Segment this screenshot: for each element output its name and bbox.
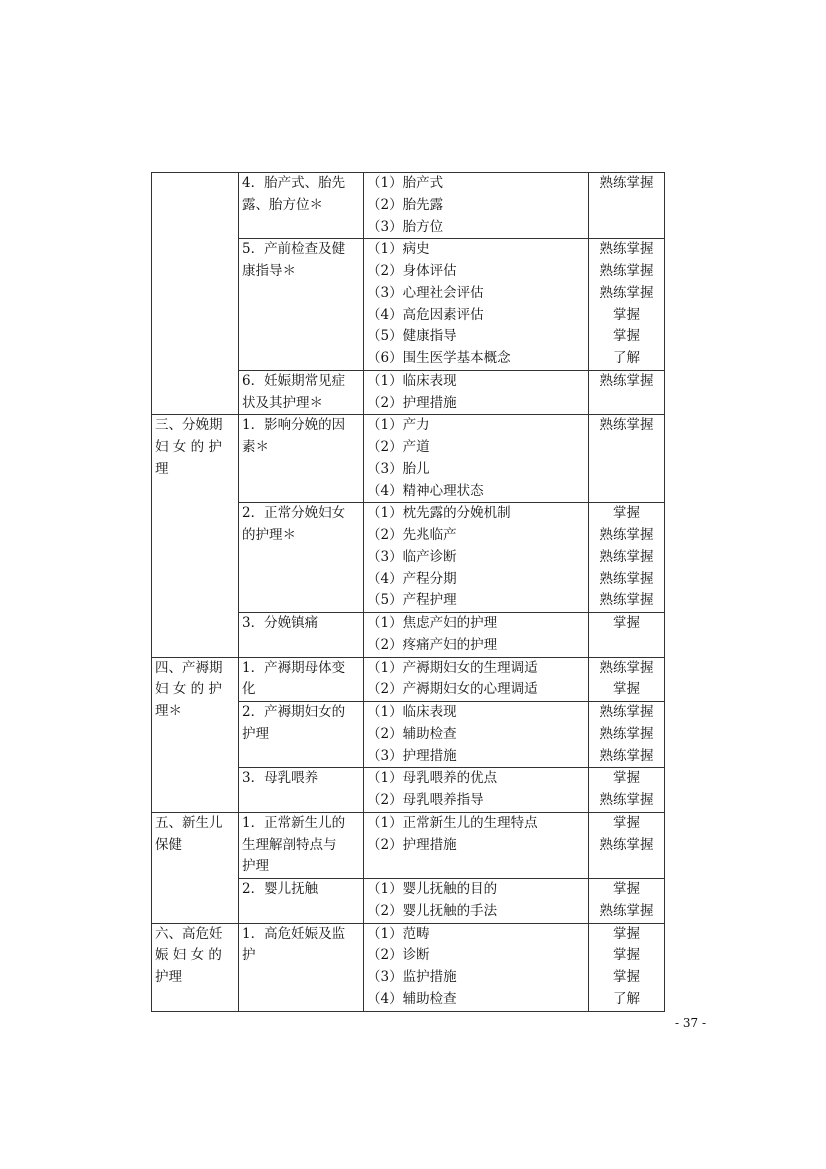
requirement-level: 熟练掌握 (599, 792, 654, 808)
topic-cell (239, 173, 364, 239)
topic-cell (239, 239, 364, 371)
requirement-cell (589, 173, 665, 239)
topic-line: 3．母乳喂养 (242, 770, 319, 787)
topic-line: 化 (242, 681, 256, 698)
unit-line: 三、分娩期 (155, 417, 223, 434)
table-row (152, 812, 665, 878)
unit-line: 理＊ (155, 703, 182, 719)
unit-cell (152, 415, 239, 657)
content-item: （4）精神心理状态 (367, 482, 484, 499)
content-cell (364, 812, 589, 878)
content-item: （3）心理社会评估 (367, 284, 484, 301)
requirement-level: 熟练掌握 (599, 263, 654, 279)
syllabus-table (151, 172, 665, 1012)
content-cell (364, 503, 589, 613)
content-item: （1）胎产式 (367, 175, 444, 191)
content-item: （1）临床表现 (367, 704, 457, 720)
requirement-level: 掌握 (613, 770, 640, 787)
requirement-level: 熟练掌握 (599, 725, 654, 742)
requirement-level: 掌握 (613, 306, 640, 323)
unit-line: 五、新生儿 (155, 814, 223, 831)
requirement-cell (589, 768, 665, 813)
content-item: （2）产褥期妇女的心理调适 (367, 681, 538, 698)
requirement-level: 掌握 (613, 814, 640, 831)
content-item: （1）母乳喂养的优点 (367, 770, 498, 787)
content-cell (364, 239, 589, 371)
content-item: （5）健康指导 (367, 328, 457, 345)
requirement-cell (589, 370, 665, 415)
requirement-level: 掌握 (613, 925, 640, 942)
unit-line: 妇 女 的 护 (155, 439, 222, 455)
content-item: （2）产道 (367, 439, 430, 455)
requirement-cell (589, 812, 665, 878)
topic-cell (239, 879, 364, 924)
content-cell (364, 768, 589, 813)
content-item: （2）婴儿抚触的手法 (367, 902, 498, 919)
requirement-level: 熟练掌握 (599, 747, 654, 764)
topic-cell (239, 613, 364, 658)
topic-line: 康指导＊ (242, 263, 296, 279)
requirement-level: 熟练掌握 (599, 527, 654, 543)
requirement-level: 熟练掌握 (599, 241, 654, 258)
unit-line: 娠 妇 女 的 (155, 947, 222, 964)
topic-line: 1．影响分娩的因 (242, 417, 346, 434)
unit-cell (152, 657, 239, 812)
topic-line: 的护理＊ (242, 527, 296, 543)
content-item: （2）诊断 (367, 947, 430, 964)
content-item: （2）胎先露 (367, 196, 444, 213)
topic-cell (239, 657, 364, 702)
topic-line: 护理 (242, 858, 269, 875)
content-item: （2）护理措施 (367, 394, 457, 411)
content-item: （3）胎儿 (367, 460, 430, 477)
unit-cell (152, 812, 239, 923)
unit-cell (152, 923, 239, 1011)
topic-line: 生理解剖特点与 (242, 836, 337, 853)
topic-cell (239, 415, 364, 503)
requirement-level: 熟练掌握 (599, 902, 654, 919)
topic-line: 1．高危妊娠及监 (242, 925, 346, 942)
topic-line: 5．产前检查及健 (242, 241, 346, 258)
content-cell (364, 613, 589, 658)
content-item: （1）焦虑产妇的护理 (367, 615, 498, 631)
content-cell (364, 657, 589, 702)
topic-line: 4．胎产式、胎先 (242, 175, 346, 191)
topic-line: 护 (242, 947, 256, 964)
table-row (152, 415, 665, 503)
requirement-level: 熟练掌握 (599, 659, 654, 676)
unit-line: 护理 (155, 969, 182, 985)
topic-cell (239, 702, 364, 768)
unit-line: 四、产褥期 (155, 659, 223, 676)
requirement-level: 熟练掌握 (599, 704, 654, 720)
content-item: （2）母乳喂养指导 (367, 792, 484, 808)
requirement-level: 熟练掌握 (599, 284, 654, 301)
requirement-cell (589, 657, 665, 702)
topic-line: 素＊ (242, 439, 269, 455)
content-item: （4）产程分期 (367, 570, 457, 587)
content-item: （2）辅助检查 (367, 725, 457, 742)
content-cell (364, 173, 589, 239)
topic-line: 1．产褥期母体变 (242, 659, 346, 676)
content-item: （2）护理措施 (367, 836, 457, 853)
requirement-cell (589, 503, 665, 613)
unit-line: 保健 (155, 836, 182, 853)
content-cell (364, 879, 589, 924)
requirement-level: 熟练掌握 (599, 570, 654, 587)
requirement-level: 熟练掌握 (599, 548, 654, 565)
requirement-cell (589, 702, 665, 768)
content-cell (364, 415, 589, 503)
requirement-level: 熟练掌握 (599, 175, 654, 191)
content-item: （1）病史 (367, 241, 430, 258)
requirement-level: 熟练掌握 (599, 417, 654, 434)
unit-line: 理 (155, 460, 169, 477)
content-item: （3）监护措施 (367, 969, 457, 985)
content-item: （1）临床表现 (367, 372, 457, 389)
requirement-level: 了解 (613, 350, 640, 366)
content-cell (364, 370, 589, 415)
topic-cell (239, 768, 364, 813)
topic-line: 6．妊娠期常见症 (242, 372, 346, 389)
topic-line: 1．正常新生儿的 (242, 814, 346, 831)
unit-line: 六、高危妊 (155, 925, 223, 942)
requirement-level: 熟练掌握 (599, 592, 654, 609)
content-item: （3）胎方位 (367, 218, 444, 235)
unit-line: 妇 女 的 护 (155, 681, 222, 698)
requirement-level: 掌握 (613, 681, 640, 698)
requirement-level: 掌握 (613, 969, 640, 985)
unit-cell (152, 173, 239, 415)
content-item: （1）产力 (367, 417, 430, 434)
requirement-level: 掌握 (613, 328, 640, 345)
content-item: （3）护理措施 (367, 747, 457, 764)
requirement-level: 掌握 (613, 505, 640, 522)
topic-line: 2．正常分娩妇女 (242, 505, 346, 522)
content-item: （1）产褥期妇女的生理调适 (367, 659, 538, 676)
table-row (152, 657, 665, 702)
requirement-cell (589, 879, 665, 924)
content-cell (364, 923, 589, 1011)
content-item: （1）婴儿抚触的目的 (367, 881, 498, 897)
table-row (152, 923, 665, 1011)
requirement-cell (589, 415, 665, 503)
content-item: （2）疼痛产妇的护理 (367, 636, 498, 653)
requirement-level: 掌握 (613, 615, 640, 631)
table-row (152, 173, 665, 239)
topic-cell (239, 923, 364, 1011)
topic-line: 2．婴儿抚触 (242, 881, 319, 897)
content-item: （2）先兆临产 (367, 527, 457, 543)
topic-cell (239, 503, 364, 613)
topic-line: 3．分娩镇痛 (242, 615, 319, 631)
topic-line: 护理 (242, 725, 269, 742)
content-item: （6）围生医学基本概念 (367, 350, 511, 366)
requirement-cell (589, 239, 665, 371)
content-item: （4）辅助检查 (367, 990, 457, 1007)
requirement-level: 了解 (613, 990, 640, 1007)
requirement-level: 熟练掌握 (599, 836, 654, 853)
requirement-level: 掌握 (613, 947, 640, 964)
page-number: - 37 - (674, 1016, 706, 1030)
requirement-cell (589, 923, 665, 1011)
content-cell (364, 702, 589, 768)
content-item: （1）正常新生儿的生理特点 (367, 814, 538, 831)
topic-line: 露、胎方位＊ (242, 196, 323, 213)
requirement-level: 熟练掌握 (599, 372, 654, 389)
topic-line: 状及其护理＊ (242, 394, 323, 411)
topic-cell (239, 370, 364, 415)
content-item: （5）产程护理 (367, 592, 457, 609)
content-item: （2）身体评估 (367, 263, 457, 279)
topic-line: 2．产褥期妇女的 (242, 704, 346, 720)
content-item: （4）高危因素评估 (367, 306, 484, 323)
content-item: （3）临产诊断 (367, 548, 457, 565)
content-item: （1）范畴 (367, 925, 430, 942)
requirement-level: 掌握 (613, 881, 640, 897)
requirement-cell (589, 613, 665, 658)
topic-cell (239, 812, 364, 878)
content-item: （1）枕先露的分娩机制 (367, 505, 511, 522)
